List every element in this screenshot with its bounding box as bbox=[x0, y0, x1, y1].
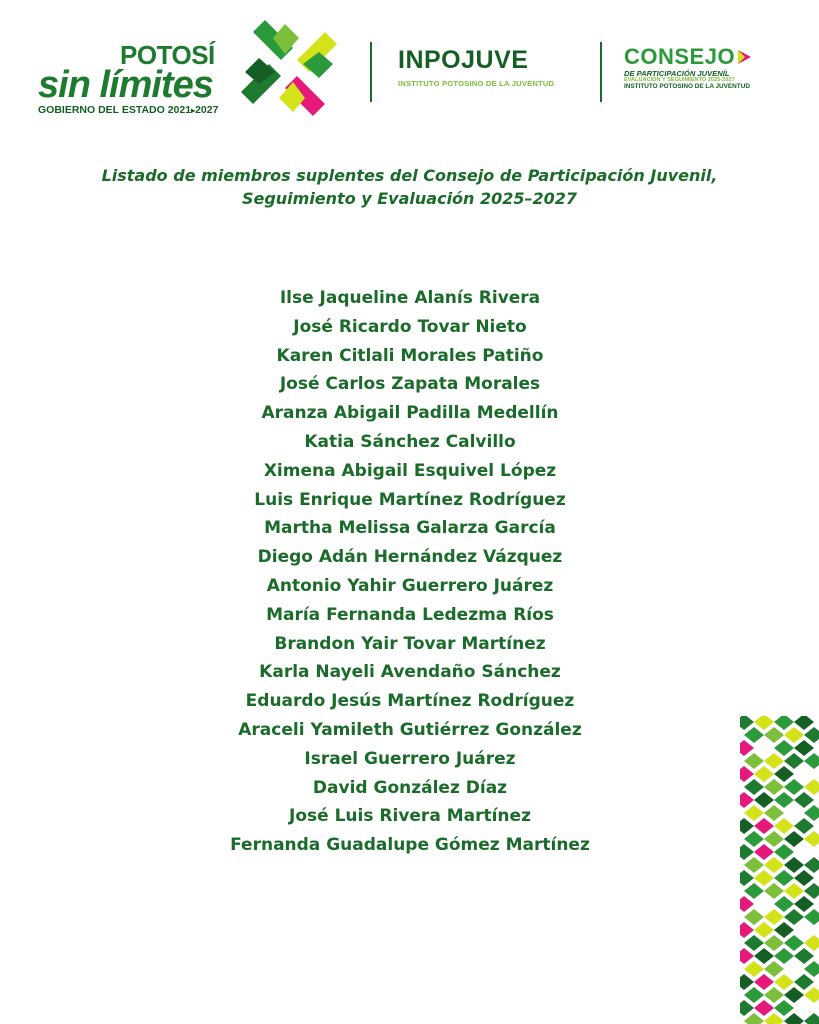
pattern-diamond bbox=[794, 818, 814, 834]
list-item: Aranza Abigail Padilla Medellín bbox=[261, 403, 559, 424]
pattern-diamond bbox=[784, 987, 804, 1003]
pattern-diamond bbox=[754, 716, 774, 730]
list-item: David González Díaz bbox=[312, 777, 508, 798]
arrow-icon: ▸ bbox=[191, 106, 196, 115]
pattern-diamond bbox=[740, 766, 754, 782]
list-item: Martha Melissa Galarza García bbox=[264, 518, 556, 539]
pattern-diamond bbox=[794, 792, 814, 808]
pattern-diamond bbox=[754, 766, 774, 782]
header bbox=[0, 0, 819, 130]
logo-gobierno-text bbox=[38, 104, 218, 116]
pattern-diamond bbox=[744, 883, 764, 899]
pattern-diamond bbox=[754, 1000, 774, 1016]
pattern-diamond bbox=[754, 740, 774, 756]
pattern-diamond bbox=[744, 727, 764, 743]
pattern-diamond bbox=[774, 948, 794, 964]
play-arrow-icon bbox=[736, 49, 752, 65]
consejo-line3: EVALUACIÓN Y SEGUIMIENTO 2025-2027 bbox=[624, 76, 735, 83]
pattern-diamond bbox=[774, 974, 794, 990]
list-item: Ilse Jaqueline Alanís Rivera bbox=[279, 288, 541, 308]
pattern-diamond bbox=[794, 766, 814, 782]
pattern-diamond bbox=[764, 857, 784, 873]
pattern-diamond bbox=[744, 961, 764, 977]
pattern-diamond bbox=[784, 909, 804, 925]
document-title-line1: Listado de miembros suplentes del Consejo de Participación Juvenil, bbox=[101, 166, 718, 185]
logo-gobierno-years-start: GOBIERNO DEL ESTADO 2021 bbox=[38, 104, 192, 116]
header-divider-1 bbox=[370, 42, 372, 102]
pattern-diamond bbox=[744, 805, 764, 821]
consejo-name: CONSEJO bbox=[624, 44, 736, 69]
pattern-diamond bbox=[774, 766, 794, 782]
pattern-diamond bbox=[784, 1013, 804, 1024]
pattern-diamond bbox=[794, 740, 814, 756]
list-item: Araceli Yamileth Gutiérrez González bbox=[238, 719, 582, 740]
pattern-diamond bbox=[754, 922, 774, 938]
pattern-diamond bbox=[794, 896, 814, 912]
list-item: Diego Adán Hernández Vázquez bbox=[257, 547, 563, 568]
pattern-diamond bbox=[774, 922, 794, 938]
pattern-diamond bbox=[754, 948, 774, 964]
pattern-diamond bbox=[774, 1000, 794, 1016]
pattern-diamond bbox=[754, 974, 774, 990]
pattern-diamond bbox=[744, 753, 764, 769]
pattern-diamond bbox=[784, 779, 804, 795]
pattern-diamond bbox=[754, 870, 774, 886]
list-item: Fernanda Guadalupe Gómez Martínez bbox=[230, 835, 590, 856]
list-item: José Carlos Zapata Morales bbox=[279, 374, 541, 395]
pattern-diamond bbox=[744, 831, 764, 847]
pattern-diamond bbox=[744, 987, 764, 1003]
pattern-diamond bbox=[774, 844, 794, 860]
list-item: Karen Citlali Morales Patiño bbox=[276, 345, 544, 366]
pattern-diamond bbox=[794, 716, 814, 730]
pattern-diamond bbox=[740, 1000, 754, 1016]
logo-potosi-text: POTOSÍ bbox=[120, 40, 215, 70]
pattern-diamond bbox=[804, 779, 819, 795]
pattern-diamond bbox=[784, 805, 804, 821]
pattern-diamond bbox=[740, 716, 754, 730]
pattern-diamond bbox=[784, 857, 804, 873]
decorative-pattern-icon bbox=[740, 716, 819, 1024]
list-item: Israel Guerrero Juárez bbox=[304, 748, 516, 769]
pattern-diamond bbox=[784, 831, 804, 847]
pattern-diamond bbox=[764, 727, 784, 743]
list-item: Antonio Yahir Guerrero Juárez bbox=[266, 575, 554, 596]
potosi-sin-limites-logo bbox=[38, 36, 238, 122]
pattern-diamond bbox=[740, 896, 754, 912]
pattern-diamond bbox=[740, 818, 754, 834]
consejo-title-row bbox=[624, 44, 774, 70]
pattern-diamond bbox=[764, 779, 784, 795]
pattern-diamond bbox=[764, 805, 784, 821]
pattern-diamond bbox=[744, 779, 764, 795]
pattern-diamond bbox=[740, 844, 754, 860]
pattern-diamond bbox=[784, 883, 804, 899]
pattern-diamond bbox=[794, 948, 814, 964]
pattern-diamond bbox=[740, 740, 754, 756]
pattern-diamond bbox=[740, 948, 754, 964]
inpojuve-logo bbox=[398, 46, 588, 88]
pattern-diamond bbox=[804, 987, 819, 1003]
pattern-diamond bbox=[754, 818, 774, 834]
pattern-diamond bbox=[784, 727, 804, 743]
consejo-line4: INSTITUTO POTOSINO DE LA JUVENTUD bbox=[624, 82, 750, 90]
pattern-diamond bbox=[794, 1000, 814, 1016]
logo-sin-limites-text: sin límites bbox=[38, 64, 213, 106]
pattern-diamond bbox=[784, 753, 804, 769]
pattern-diamond bbox=[740, 922, 754, 938]
pattern-diamond bbox=[774, 740, 794, 756]
pattern-diamond bbox=[764, 935, 784, 951]
inpojuve-name: INPOJUVE bbox=[398, 46, 529, 74]
pattern-diamond bbox=[764, 987, 784, 1003]
pattern-diamond bbox=[794, 870, 814, 886]
consejo-line2: DE PARTICIPACIÓN JUVENÍL bbox=[624, 69, 730, 78]
pattern-diamond bbox=[740, 870, 754, 886]
pattern-diamond bbox=[794, 974, 814, 990]
list-item: María Fernanda Ledezma Ríos bbox=[266, 604, 554, 625]
pattern-diamond bbox=[784, 961, 804, 977]
list-item: Brandon Yair Tovar Martínez bbox=[274, 633, 546, 654]
pattern-diamond bbox=[764, 883, 784, 899]
pattern-diamond bbox=[764, 1013, 784, 1024]
pattern-diamond bbox=[740, 974, 754, 990]
inpojuve-subtitle: INSTITUTO POTOSINO DE LA JUVENTUD bbox=[398, 79, 555, 88]
pattern-diamond bbox=[804, 753, 819, 769]
pattern-diamond bbox=[744, 1013, 764, 1024]
pattern-diamond bbox=[804, 857, 819, 873]
star-burst-logo-icon bbox=[236, 16, 342, 120]
pattern-diamond bbox=[764, 753, 784, 769]
member-list bbox=[160, 284, 660, 860]
pattern-diamond bbox=[794, 844, 814, 860]
pattern-diamond bbox=[764, 909, 784, 925]
pattern-diamond bbox=[754, 844, 774, 860]
list-item: José Ricardo Tovar Nieto bbox=[293, 316, 527, 337]
pattern-diamond bbox=[804, 909, 819, 925]
document-title bbox=[40, 164, 779, 210]
pattern-diamond bbox=[804, 935, 819, 951]
pattern-diamond bbox=[804, 831, 819, 847]
list-item: Karla Nayeli Avendaño Sánchez bbox=[259, 662, 561, 683]
pattern-diamond bbox=[774, 896, 794, 912]
pattern-diamond bbox=[804, 727, 819, 743]
pattern-diamond bbox=[774, 870, 794, 886]
header-divider-2 bbox=[600, 42, 602, 102]
pattern-diamond bbox=[804, 1013, 819, 1024]
pattern-diamond bbox=[764, 831, 784, 847]
pattern-diamond bbox=[740, 792, 754, 808]
pattern-diamond bbox=[804, 961, 819, 977]
pattern-diamond bbox=[744, 857, 764, 873]
list-item: Katia Sánchez Calvillo bbox=[304, 431, 516, 452]
document-title-line2: Seguimiento y Evaluación 2025–2027 bbox=[241, 189, 578, 208]
pattern-diamond bbox=[804, 883, 819, 899]
pattern-diamond bbox=[744, 909, 764, 925]
pattern-diamond bbox=[774, 792, 794, 808]
list-item: José Luis Rivera Martínez bbox=[289, 806, 531, 827]
pattern-diamond bbox=[804, 805, 819, 821]
pattern-diamond bbox=[774, 818, 794, 834]
consejo-logo bbox=[624, 44, 774, 91]
list-item: Luis Enrique Martínez Rodríguez bbox=[254, 489, 566, 510]
logo-gobierno-years-end: 2027 bbox=[195, 104, 219, 116]
pattern-diamond bbox=[784, 935, 804, 951]
pattern-diamond bbox=[764, 961, 784, 977]
list-item: Eduardo Jesús Martínez Rodríguez bbox=[245, 691, 575, 712]
pattern-diamond bbox=[774, 716, 794, 730]
pattern-diamond bbox=[754, 896, 774, 912]
pattern-diamond bbox=[794, 922, 814, 938]
pattern-diamond bbox=[744, 935, 764, 951]
pattern-diamond bbox=[754, 792, 774, 808]
list-item: Ximena Abigail Esquivel López bbox=[263, 460, 557, 481]
